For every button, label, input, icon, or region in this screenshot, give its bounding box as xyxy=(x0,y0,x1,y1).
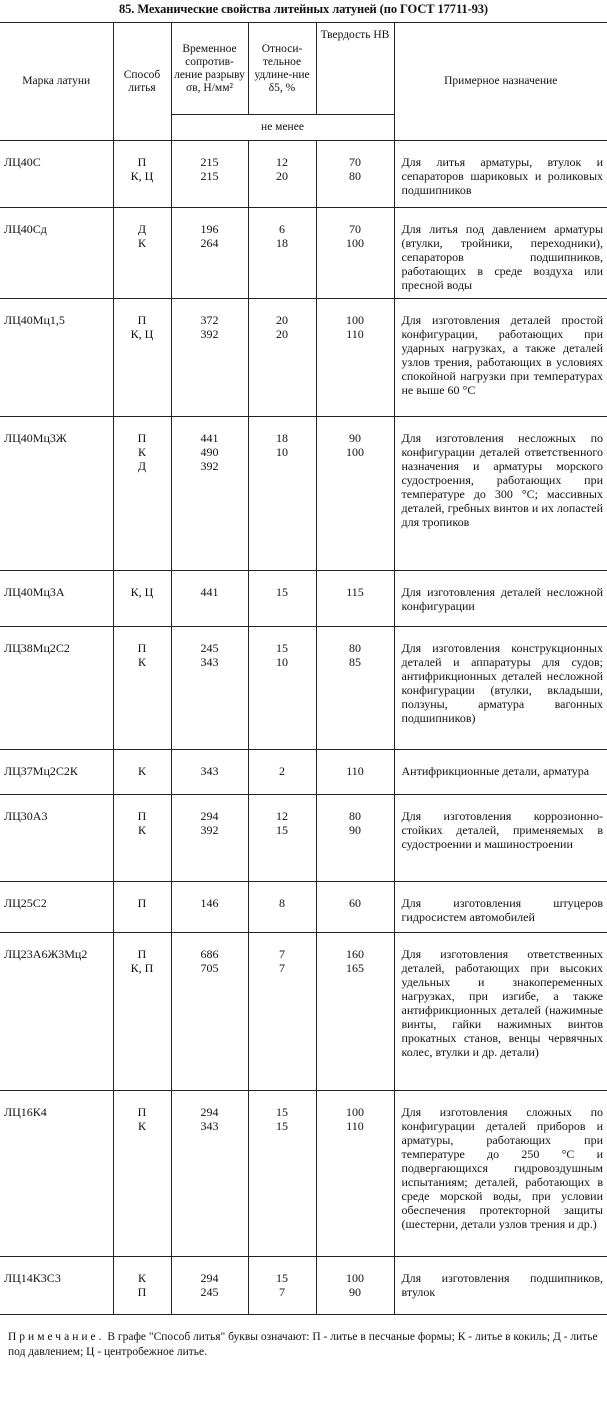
method-cell: П К Д xyxy=(113,417,171,571)
header-min-note: не менее xyxy=(171,115,394,141)
method-cell: П К, Ц xyxy=(113,299,171,417)
grade-cell: ЛЦ40Сд xyxy=(0,208,113,299)
table-row xyxy=(0,627,607,750)
method-cell: П К, П xyxy=(113,933,171,1091)
hardness-cell: 70 100 xyxy=(316,208,394,299)
grade-cell: ЛЦ40С xyxy=(0,141,113,208)
strength-cell: 294 343 xyxy=(171,1091,248,1257)
method-cell: К П xyxy=(113,1257,171,1315)
footnote-text: В графе "Способ литья" буквы означают: П - литье в песчаные формы; К - литье в кокиль; Д - литье под давлением; Ц - центробежное литье. xyxy=(8,1331,598,1358)
hardness-cell: 110 xyxy=(316,750,394,795)
application-cell: Для изготовления конструкционных деталей и аппаратуры для судов; антифрикционных деталей несложной конфигурации (втулки, вкладыши, ползуны, арматура вагонных подшипников) xyxy=(394,627,607,750)
header-hardness: Твердость НВ xyxy=(316,23,394,115)
hardness-cell: 100 110 xyxy=(316,299,394,417)
grade-cell: ЛЦ38Мц2С2 xyxy=(0,627,113,750)
method-cell: К, Ц xyxy=(113,571,171,627)
strength-cell: 372 392 xyxy=(171,299,248,417)
elongation-cell: 15 15 xyxy=(248,1091,316,1257)
table-row xyxy=(0,1257,607,1315)
elongation-cell: 15 xyxy=(248,571,316,627)
hardness-cell: 70 80 xyxy=(316,141,394,208)
application-cell: Для изготовления сложных по конфигурации деталей приборов и арматуры, работающих при температуре до 250 °С и подвергающихся гидровоздушным испытаниям; деталей, работающих в среде морской воды, при условии обеспечения протекторной защиты (шестерни, детали узлов трения и др.) xyxy=(394,1091,607,1257)
application-cell: Для изготовления штуцеров гидросистем автомобилей xyxy=(394,882,607,933)
grade-cell: ЛЦ16К4 xyxy=(0,1091,113,1257)
method-cell: П К, Ц xyxy=(113,141,171,208)
application-cell: Для литья арматуры, втулок и сепараторов шариковых и роликовых подшипников xyxy=(394,141,607,208)
hardness-cell: 80 90 xyxy=(316,795,394,882)
elongation-cell: 6 18 xyxy=(248,208,316,299)
method-cell: П К xyxy=(113,627,171,750)
header-method: Способ литья xyxy=(113,23,171,141)
elongation-cell: 2 xyxy=(248,750,316,795)
strength-cell: 294 392 xyxy=(171,795,248,882)
method-cell: П xyxy=(113,882,171,933)
table-row xyxy=(0,933,607,1091)
grade-cell: ЛЦ40Мц3Ж xyxy=(0,417,113,571)
application-cell: Для изготовления подшипников, втулок xyxy=(394,1257,607,1315)
elongation-cell: 15 10 xyxy=(248,627,316,750)
strength-cell: 441 490 392 xyxy=(171,417,248,571)
grade-cell: ЛЦ40Мц3А xyxy=(0,571,113,627)
hardness-cell: 115 xyxy=(316,571,394,627)
application-cell: Для изготовления деталей несложной конфигурации xyxy=(394,571,607,627)
elongation-cell: 12 15 xyxy=(248,795,316,882)
table-row xyxy=(0,882,607,933)
table-row xyxy=(0,299,607,417)
hardness-cell: 100 110 xyxy=(316,1091,394,1257)
method-cell: П К xyxy=(113,795,171,882)
application-cell: Антифрикционные детали, арматура xyxy=(394,750,607,795)
strength-cell: 245 343 xyxy=(171,627,248,750)
table-row xyxy=(0,571,607,627)
elongation-cell: 18 10 xyxy=(248,417,316,571)
strength-cell: 686 705 xyxy=(171,933,248,1091)
hardness-cell: 160 165 xyxy=(316,933,394,1091)
grade-cell: ЛЦ30А3 xyxy=(0,795,113,882)
table-title: 85. Механические свойства литейных латуней (по ГОСТ 17711-93) xyxy=(119,2,488,16)
hardness-cell: 80 85 xyxy=(316,627,394,750)
method-cell: П К xyxy=(113,1091,171,1257)
grade-cell: ЛЦ14К3С3 xyxy=(0,1257,113,1315)
header-strength: Временное сопротив-ление разрыву σв, Н/мм² xyxy=(171,23,248,115)
elongation-cell: 15 7 xyxy=(248,1257,316,1315)
table-row xyxy=(0,141,607,208)
application-cell: Для изготовления ответственных деталей, работающих при высоких удельных и знакопеременных нагрузках, при изгибе, а также антифрикционных деталей (нажимные винты, гайки нажимных винтов прокатных станов, венцы червячных колес, втулки и др. детали) xyxy=(394,933,607,1091)
grade-cell: ЛЦ23А6Ж3Мц2 xyxy=(0,933,113,1091)
header-elongation: Относи-тельное удлине-ние δ5, % xyxy=(248,23,316,115)
strength-cell: 343 xyxy=(171,750,248,795)
method-cell: Д К xyxy=(113,208,171,299)
header-application: Примерное назначение xyxy=(394,23,607,141)
table-row xyxy=(0,417,607,571)
hardness-cell: 90 100 xyxy=(316,417,394,571)
strength-cell: 196 264 xyxy=(171,208,248,299)
elongation-cell: 7 7 xyxy=(248,933,316,1091)
grade-cell: ЛЦ37Мц2С2К xyxy=(0,750,113,795)
header-grade: Марка латуни xyxy=(0,23,113,141)
strength-cell: 441 xyxy=(171,571,248,627)
method-cell: К xyxy=(113,750,171,795)
grade-cell: ЛЦ25С2 xyxy=(0,882,113,933)
elongation-cell: 12 20 xyxy=(248,141,316,208)
application-cell: Для литья под давлением арматуры (втулки, тройники, переходники), сепараторов подшипников, работающих в среде воздуха или пресной воды xyxy=(394,208,607,299)
application-cell: Для изготовления деталей простой конфигурации, работающих при ударных нагрузках, а также деталей узлов трения, работающих в условиях спокойной нагрузки при температурах не выше 60 °С xyxy=(394,299,607,417)
application-cell: Для изготовления несложных по конфигурации деталей ответственного назначения и арматуры морского судостроения, работающих при температуре до 300 °С; массивных деталей, гребных винтов и их лопастей для тропиков xyxy=(394,417,607,571)
grade-cell: ЛЦ40Мц1,5 xyxy=(0,299,113,417)
strength-cell: 294 245 xyxy=(171,1257,248,1315)
hardness-cell: 60 xyxy=(316,882,394,933)
table-row xyxy=(0,208,607,299)
table-row xyxy=(0,795,607,882)
footnote-label: Примечание. xyxy=(8,1331,105,1343)
hardness-cell: 100 90 xyxy=(316,1257,394,1315)
table-row xyxy=(0,750,607,795)
application-cell: Для изготовления коррозионно-стойких деталей, применяемых в судостроении и машиностроении xyxy=(394,795,607,882)
strength-cell: 146 xyxy=(171,882,248,933)
table-row xyxy=(0,1091,607,1257)
brass-properties-table xyxy=(0,22,607,1315)
footnote xyxy=(8,1330,598,1360)
strength-cell: 215 215 xyxy=(171,141,248,208)
elongation-cell: 20 20 xyxy=(248,299,316,417)
elongation-cell: 8 xyxy=(248,882,316,933)
